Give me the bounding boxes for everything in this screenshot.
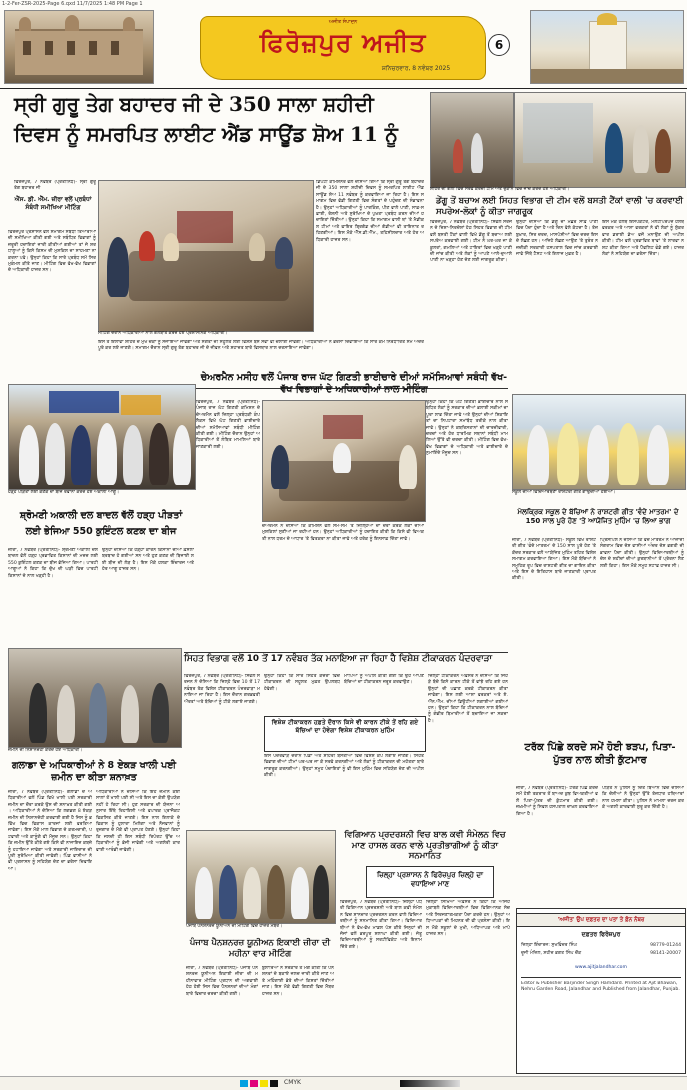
- health-body-col4: ਜ਼ਿਲ੍ਹਾ ਟੀਕਾਕਰਨ ਅਫ਼ਸਰ ਨੇ ਦੱਸਿਆ ਕਿ ਜਿਹੜੇ ਬੱਚੇ ਕਿਸੇ ਕਾਰਨ ਟੀਕੇ ਤੋਂ ਵਾਂਝੇ ਰਹਿ ਗਏ ਹਨ ਉਨ੍ਹਾਂ ਦੀ ਪਛਾਣ ਕਰਕੇ ਟੀਕਾਕਰਨ ਕੀਤਾ ਜਾਵੇਗਾ। ਇਸ ਲਈ ਆਸ਼ਾ ਵਰਕਰਾਂ ਅਤੇ ਏ.ਐੱਨ.ਐੱਮ. ਦੀਆਂ ਡਿਊਟੀਆਂ ਲਗਾਈਆਂ ਗਈਆਂ ਹਨ। ਉਨ੍ਹਾਂ ਕਿਹਾ ਕਿ ਟੀਕਾਕਰਨ ਨਾਲ ਬੱਚਿਆਂ ਨੂੰ ਗੰਭੀਰ ਬਿਮਾਰੀਆਂ ਤੋਂ ਬਚਾਇਆ ਜਾ ਸਕਦਾ ਹੈ।: [428, 674, 508, 724]
- dengue-body-col2: ਉਨ੍ਹਾਂ ਦੱਸਿਆ ਕਿ ਡੇਂਗੂ ਦਾ ਮੱਛਰ ਸਾਫ਼ ਪਾਣੀ ਵਿਚ ਪੈਦਾ ਹੁੰਦਾ ਹੈ ਅਤੇ ਦਿਨ ਵੇਲੇ ਕੱਟਦਾ ਹੈ। ਤੇਜ਼ ਬੁਖ਼ਾਰ, ਸਿਰ ਦਰਦ, ਮਾਸਪੇਸ਼ੀਆਂ ਵਿਚ ਦਰਦ ਇਸ ਦੇ ਲੱਛਣ ਹਨ। ਅਜਿਹੇ ਲੱਛਣ ਆਉਣ 'ਤੇ ਤੁਰੰਤ ਨਜ਼ਦੀਕੀ ਸਰਕਾਰੀ ਹਸਪਤਾਲ ਵਿਚ ਜਾਂਚ ਕਰਵਾਈ ਜਾਵੇ ਜਿੱਥੇ ਟੈਸਟ ਅਤੇ ਇਲਾਜ ਮੁਫ਼ਤ ਹੈ।: [516, 220, 598, 258]
- lead-body-right: ਡਿਪਟੀ ਕਮਿਸ਼ਨਰ ਵਲੋਂ ਦੱਸਿਆ ਗਿਆ ਕਿ ਸ੍ਰੀ ਗੁਰੂ ਤੇਗ ਬਹਾਦਰ ਜੀ ਦੇ 350 ਸਾਲਾ ਸ਼ਹੀਦੀ ਦਿਵਸ ਨੂੰ ਸਮਰਪਿਤ ਲਾਈਟ ਐਂਡ ਸਾਊਂਡ ਸ਼ੋਅ 11 ਨਵੰਬਰ ਨੂੰ ਕਰਵਾਇਆ ਜਾ ਰਿਹਾ ਹੈ। ਇਸ ਸਮਾਗਮ ਵਿਚ ਵੱਡੀ ਗਿਣਤੀ ਵਿਚ ਸੰਗਤਾਂ ਦੇ ਪਹੁੰਚਣ ਦੀ ਸੰਭਾਵਨਾ ਹੈ। ਉਨ੍ਹਾਂ ਅਧਿਕਾਰੀਆਂ ਨੂੰ ਪਾਰਕਿੰਗ, ਪੀਣ ਵਾਲੇ ਪਾਣੀ, ਸਾਫ਼-ਸਫ਼ਾਈ, ਰੋਸ਼ਨੀ ਅਤੇ ਸੁਰੱਖਿਆ ਦੇ ਪੁਖ਼ਤਾ ਪ੍ਰਬੰਧ ਕਰਨ ਦੀਆਂ ਹਦਾਇਤਾਂ ਦਿੱਤੀਆਂ। ਉਨ੍ਹਾਂ ਕਿਹਾ ਕਿ ਸਮਾਗਮ ਵਾਲੀ ਥਾਂ 'ਤੇ ਮੈਡੀਕਲ ਟੀਮਾਂ ਅਤੇ ਫਾਇਰ ਬ੍ਰਿਗੇਡ ਦੀਆਂ ਗੱਡੀਆਂ ਵੀ ਤਾਇਨਾਤ ਰਹਿਣਗੀਆਂ। ਇਸ ਮੌਕੇ ਐੱਸ.ਡੀ.ਐੱਮ., ਤਹਿਸੀਲਦਾਰ ਅਤੇ ਹੋਰ ਅਧਿਕਾਰੀ ਹਾਜ਼ਰ ਸਨ।: [316, 180, 424, 243]
- vaccine-box: [264, 716, 426, 752]
- health-banner-headline: ਸਿਹਤ ਵਿਭਾਗ ਵਲੋਂ 10 ਤੋਂ 17 ਨਵੰਬਰ ਤੱਕ ਮਨਾਇਆ ਜਾ ਰਿਹਾ ਹੈ ਵਿਸ਼ੇਸ਼ ਟੀਕਾਕਰਨ ਪੰਦਰਵਾੜਾ: [184, 654, 493, 664]
- akali-body-col1: ਜ਼ੀਰਾ, 7 ਨਵੰਬਰ (ਪ੍ਰਤੀਨਿਧ)- ਸ਼੍ਰੋਮਣੀ ਅਕਾਲੀ ਦਲ ਬਾਦਲ ਵੱਲੋਂ ਹੜ੍ਹ ਪ੍ਰਭਾਵਿਤ ਕਿਸਾਨਾਂ ਦੀ ਮਦਦ ਲਈ 550 ਕੁਇੰਟਲ ਕਣਕ ਦਾ ਬੀਜ ਭੇਜਿਆ ਗਿਆ। ਪਾਰਟੀ ਆਗੂਆਂ ਨੇ ਕਿਹਾ ਕਿ ਦੁੱਖ ਦੀ ਘੜੀ ਵਿਚ ਪਾਰਟੀ ਕਿਸਾਨਾਂ ਦੇ ਨਾਲ ਖੜ੍ਹੀ ਹੈ।: [8, 548, 98, 579]
- school-body-col2: ਪ੍ਰਿੰਸੀਪਲ ਨੇ ਦੱਸਿਆ ਕਿ ਵੰਦੇ ਮਾਤਰਮ ਨੇ ਆਜ਼ਾਦੀ ਸੰਗਰਾਮ ਵਿਚ ਦੇਸ਼ ਵਾਸੀਆਂ ਅੰਦਰ ਦੇਸ਼ ਭਗਤੀ ਦੀ ਭਾਵਨਾ ਪੈਦਾ ਕੀਤੀ। ਉਨ੍ਹਾਂ ਵਿਦਿਆਰਥੀਆਂ ਨੂੰ ਦੇਸ਼ ਦੇ ਸ਼ਹੀਦਾਂ ਦੀਆਂ ਕੁਰਬਾਨੀਆਂ ਤੋਂ ਪ੍ਰੇਰਨਾ ਲੈਣ ਲਈ ਕਿਹਾ। ਇਸ ਮੌਕੇ ਸਮੂਹ ਸਟਾਫ਼ ਹਾਜ਼ਰ ਸੀ।: [600, 538, 684, 569]
- footer-ad-band: 'ਅਜੀਤ' ਉਪ ਦਫ਼ਤਰ ਦਾ ਪਤਾ ਤੇ ਫ਼ੋਨ ਨੰਬਰ: [517, 913, 685, 927]
- lead-side-headline: ਐੱਸ. ਡੀ. ਐੱਮ. ਜ਼ੀਰਾ ਵਲੋਂ ਪ੍ਰਬੰਧਾਂ ਸੰਬੰਧੀ ਸਮੀਖਿਆ ਮੀਟਿੰਗ: [14, 196, 92, 211]
- truck-headline: ਟਰੱਕ ਪਿੱਛੇ ਕਰਦੇ ਸਮੇਂ ਹੋਈ ਝੜਪ, ਪਿਤਾ-ਪੁੱਤਰ ਨਾਲ ਕੀਤੀ ਕੁੱਟਮਾਰ: [524, 742, 676, 766]
- school-caption: ਸਕੂਲ ਦੀਆਂ ਵਿਦਿਆਰਥਣਾਂ ਰਾਸ਼ਟਰੀ ਗੀਤ ਗਾਉਂਦੀਆਂ ਹੋਈਆਂ।: [512, 490, 616, 495]
- dengue-caption: ਸ਼ਹਿਰ ਦੀ ਗਲੀ ਵਿਚ ਸਰਵੇ ਕਰਦੀ ਟੀਮ ਅਤੇ ਦੁਕਾਨ ਵਿਚ ਜਾਂਚ ਕਰਦੇ ਹੋਏ ਅਧਿਕਾਰੀ।: [430, 187, 570, 192]
- masthead-banner: [200, 16, 486, 80]
- chairman-headline: ਚੇਅਰਮੈਨ ਮਸੀਹ ਵਲੋਂ ਪੰਜਾਬ ਰਾਜ ਘੱਟ ਗਿਣਤੀ ਭਾਈਚਾਰੇ ਦੀਆਂ ਸਮੱਸਿਆਵਾਂ ਸਬੰਧੀ ਵੱਖ-ਵੱਖ ਵਿਭਾਗਾਂ ਦੇ ਅਧਿਕਾਰੀਆਂ ਨਾਲ ਮੀਟਿੰਗ: [200, 372, 508, 395]
- dengue-body-col3: ਇਸ ਮੌਕੇ ਹੈਲਥ ਇੰਸਪੈਕਟਰ, ਮਲਟੀਪਰਪਜ਼ ਹੈਲਥ ਵਰਕਰ ਅਤੇ ਆਸ਼ਾ ਵਰਕਰਾਂ ਨੇ ਵੀ ਲੋਕਾਂ ਨੂੰ ਸ਼ੁੱਕਰਵਾਰ ਡਰਾਈ ਡੇਅ ਵਜੋਂ ਮਨਾਉਣ ਦੀ ਅਪੀਲ ਕੀਤੀ। ਟੀਮ ਵਲੋਂ ਪ੍ਰਭਾਵਿਤ ਥਾਵਾਂ 'ਤੇ ਲਾਰਵਾ ਨਸ਼ਟ ਕੀਤਾ ਗਿਆ ਅਤੇ ਪੈਂਫਲਿਟ ਵੰਡੇ ਗਏ। ਹਾਜ਼ਰ ਲੋਕਾਂ ਨੇ ਸਹਿਯੋਗ ਦਾ ਭਰੋਸਾ ਦਿੱਤਾ।: [602, 220, 684, 258]
- masthead-photo-right: [530, 10, 684, 84]
- lead-headline-line2: ਦਿਵਸ ਨੂੰ ਸਮਰਪਿਤ ਲਾਈਟ ਐਂਡ ਸਾਊਂਡ ਸ਼ੋਅ 11 ਨੂੰ: [14, 122, 398, 146]
- lead-side-intro: ਫਿਰੋਜ਼ਪੁਰ, 7 ਨਵੰਬਰ (ਪ੍ਰਤੀਨਿਧ)- ਸ੍ਰੀ ਗੁਰੂ ਤੇਗ ਬਹਾਦਰ ਜੀ: [14, 180, 96, 192]
- footer-contact-line2: ਦੂਜੀ ਮੰਜ਼ਿਲ, ਸ਼ਹੀਦ ਭਗਤ ਸਿੰਘ ਚੌਂਕ: [521, 951, 582, 956]
- school-photo: [512, 394, 686, 490]
- students-body-col2: ਜ਼ਿਲ੍ਹਾ ਸਿੱਖਿਆ ਅਫ਼ਸਰ ਨੇ ਕਿਹਾ ਕਿ ਅਜਿਹੇ ਮੁਕਾਬਲੇ ਵਿਦਿਆਰਥੀਆਂ ਵਿਚ ਵਿਗਿਆਨਕ ਸੋਚ ਅਤੇ ਸਿਰਜਣਾਤਮਕਤਾ ਪੈਦਾ ਕਰਦੇ ਹਨ। ਉਨ੍ਹਾਂ ਅਧਿਆਪਕਾਂ ਦੀ ਮਿਹਨਤ ਦੀ ਵੀ ਪ੍ਰਸ਼ੰਸਾ ਕੀਤੀ। ਇਸ ਮੌਕੇ ਸਕੂਲਾਂ ਦੇ ਮੁਖੀ, ਅਧਿਆਪਕ ਅਤੇ ਮਾਪੇ ਹਾਜ਼ਰ ਸਨ।: [426, 900, 510, 938]
- cyan-swatch: [240, 1080, 248, 1087]
- akali-headline-line2: ਲਈ ਭੇਜਿਆ 550 ਕੁਇੰਟਲ ਕਣਕ ਦਾ ਬੀਜ: [25, 526, 177, 537]
- akali-photo: [8, 384, 196, 490]
- truck-body-col2: ਪੀੜਤ ਨੇ ਪੁਲਿਸ ਨੂੰ ਦਿੱਤੇ ਬਿਆਨ ਵਿਚ ਦੱਸਿਆ ਕਿ ਦੋਸ਼ੀਆਂ ਨੇ ਉਨ੍ਹਾਂ ਉੱਤੇ ਤੇਜ਼ਧਾਰ ਹਥਿਆਰਾਂ ਨਾਲ ਹਮਲਾ ਕੀਤਾ। ਪੁਲਿਸ ਨੇ ਮਾਮਲਾ ਦਰਜ ਕਰਕੇ ਅਗਲੀ ਕਾਰਵਾਈ ਸ਼ੁਰੂ ਕਰ ਦਿੱਤੀ ਹੈ।: [602, 786, 684, 811]
- footer-phone2: 98141-20007: [650, 951, 681, 956]
- cmyk-label: CMYK: [284, 1079, 301, 1086]
- masthead-date: ਸ਼ਨਿਚਰਵਾਰ, 8 ਨਵੰਬਰ 2025: [381, 65, 451, 72]
- chairman-body-col2: ਚੇਅਰਮੈਨ ਨੇ ਦੱਸਿਆ ਕਿ ਕਮਿਸ਼ਨ ਵਲੋਂ ਸਮੇਂ-ਸਮੇਂ 'ਤੇ ਜ਼ਿਲ੍ਹਿਆਂ ਦਾ ਦੌਰਾ ਕਰਕੇ ਲੋਕਾਂ ਦੀਆਂ ਮੁਸ਼ਕਿਲਾਂ ਸੁਣੀਆਂ ਜਾ ਰਹੀਆਂ ਹਨ। ਉਨ੍ਹਾਂ ਅਧਿਕਾਰੀਆਂ ਨੂੰ ਹਦਾਇਤ ਕੀਤੀ ਕਿ ਕਿਸੇ ਵੀ ਵਿਅਕਤੀ ਨਾਲ ਧਰਮ ਦੇ ਆਧਾਰ 'ਤੇ ਵਿਤਕਰਾ ਨਾ ਕੀਤਾ ਜਾਵੇ ਅਤੇ ਹਰੇਕ ਨੂੰ ਇਨਸਾਫ਼ ਦਿੱਤਾ ਜਾਵੇ।: [262, 524, 424, 542]
- students-headline: ਵਿਗਿਆਨ ਪ੍ਰਦਰਸ਼ਨੀ ਵਿਚ ਬਾਲ ਕਵੀ ਸੰਮੇਲਨ ਵਿਚ ਮਾਣ ਹਾਸਲ ਕਰਨ ਵਾਲੇ ਪ੍ਰਤੀਭਾਗੀਆਂ ਨੂੰ ਕੀਤਾ ਸਨਮਾਨਿਤ: [344, 830, 506, 862]
- lead-side-body: ਫਿਰੋਜ਼ਪੁਰ ਪ੍ਰਸ਼ਾਸਨ ਵਲੋਂ ਸਮਾਗਮ ਸਬੰਧੀ ਤਿਆਰੀਆਂ ਦੀ ਸਮੀਖਿਆ ਕੀਤੀ ਗਈ ਅਤੇ ਸਬੰਧਿਤ ਵਿਭਾਗਾਂ ਨੂੰ ਜ਼ਰੂਰੀ ਹਦਾਇਤਾਂ ਜਾਰੀ ਕੀਤੀਆਂ ਗਈਆਂ ਤਾਂ ਜੋ ਸ਼ਰਧਾਲੂਆਂ ਨੂੰ ਕਿਸੇ ਕਿਸਮ ਦੀ ਮੁਸ਼ਕਿਲ ਦਾ ਸਾਹਮਣਾ ਨਾ ਕਰਨਾ ਪਵੇ। ਉਨ੍ਹਾਂ ਕਿਹਾ ਕਿ ਸਾਰੇ ਪ੍ਰਬੰਧ ਸਮੇਂ ਸਿਰ ਮੁਕੰਮਲ ਕੀਤੇ ਜਾਣ। ਮੀਟਿੰਗ ਵਿਚ ਵੱਖ-ਵੱਖ ਵਿਭਾਗਾਂ ਦੇ ਅਧਿਕਾਰੀ ਹਾਜ਼ਰ ਸਨ।: [8, 230, 96, 274]
- lead-photo-meeting: [98, 180, 314, 332]
- lead-photo-caption: ਮੀਟਿੰਗ ਦੌਰਾਨ ਅਧਿਕਾਰੀਆਂ ਨਾਲ ਗੱਲਬਾਤ ਕਰਦੇ ਹੋਏ ਪ੍ਰਸ਼ਾਸਨਿਕ ਅਧਿਕਾਰੀ।: [98, 331, 228, 336]
- land-photo: [8, 648, 182, 748]
- students-body-col1: ਫਿਰੋਜ਼ਪੁਰ, 7 ਨਵੰਬਰ (ਪ੍ਰਤੀਨਿਧ)- ਜ਼ਿਲ੍ਹਾ ਪੱਧਰੀ ਵਿਗਿਆਨ ਪ੍ਰਦਰਸ਼ਨੀ ਅਤੇ ਬਾਲ ਕਵੀ ਸੰਮੇਲਨ ਵਿਚ ਸ਼ਾਨਦਾਰ ਪ੍ਰਦਰਸ਼ਨ ਕਰਨ ਵਾਲੇ ਵਿਦਿਆਰਥੀਆਂ ਨੂੰ ਸਨਮਾਨਿਤ ਕੀਤਾ ਗਿਆ। ਵਿਦਿਆਰਥੀਆਂ ਨੇ ਵੱਖ-ਵੱਖ ਮਾਡਲ ਪੇਸ਼ ਕੀਤੇ ਜਿਨ੍ਹਾਂ ਦੀ ਜੱਜਾਂ ਵਲੋਂ ਭਰਪੂਰ ਸ਼ਲਾਘਾ ਕੀਤੀ ਗਈ। ਜੇਤੂ ਵਿਦਿਆਰਥੀਆਂ ਨੂੰ ਸਰਟੀਫਿਕੇਟ ਅਤੇ ਇਨਾਮ ਦਿੱਤੇ ਗਏ।: [340, 900, 422, 950]
- page-number: 6: [488, 34, 510, 56]
- gray-ramp: [400, 1080, 460, 1087]
- school-body-col1: ਜ਼ੀਰਾ, 7 ਨਵੰਬਰ (ਪ੍ਰਤੀਨਿਧ)- ਸਕੂਲ ਵਿਖੇ ਰਾਸ਼ਟਰੀ ਗੀਤ 'ਵੰਦੇ ਮਾਤਰਮ' ਦੇ 150 ਸਾਲ ਪੂਰੇ ਹੋਣ 'ਤੇ ਕੇਂਦਰ ਸਰਕਾਰ ਵਲੋਂ ਆਯੋਜਿਤ ਮੁਹਿੰਮ ਤਹਿਤ ਵਿਸ਼ੇਸ਼ ਸਮਾਗਮ ਕਰਵਾਇਆ ਗਿਆ। ਇਸ ਮੌਕੇ ਬੱਚਿਆਂ ਨੇ ਸਮੂਹਿਕ ਰੂਪ ਵਿਚ ਰਾਸ਼ਟਰੀ ਗੀਤ ਦਾ ਗਾਇਨ ਕੀਤਾ ਅਤੇ ਇਸ ਦੇ ਇਤਿਹਾਸ ਬਾਰੇ ਜਾਣਕਾਰੀ ਪ੍ਰਾਪਤ ਕੀਤੀ।: [512, 538, 596, 582]
- health-body-col1: ਫਿਰੋਜ਼ਪੁਰ, 7 ਨਵੰਬਰ (ਪ੍ਰਤੀਨਿਧ)- ਸਿਵਲ ਸਰਜਨ ਨੇ ਦੱਸਿਆ ਕਿ ਜ਼ਿਲ੍ਹੇ ਵਿਚ 10 ਤੋਂ 17 ਨਵੰਬਰ ਤੱਕ ਵਿਸ਼ੇਸ਼ ਟੀਕਾਕਰਨ ਪੰਦਰਵਾੜਾ ਮਨਾਇਆ ਜਾ ਰਿਹਾ ਹੈ। ਇਸ ਦੌਰਾਨ ਗਰਭਵਤੀ ਔਰਤਾਂ ਅਤੇ ਬੱਚਿਆਂ ਨੂੰ ਟੀਕੇ ਲਗਾਏ ਜਾਣਗੇ।: [184, 674, 260, 705]
- lead-headline-line1: ਸ੍ਰੀ ਗੁਰੂ ਤੇਗ ਬਹਾਦਰ ਜੀ ਦੇ 350 ਸਾਲਾ ਸ਼ਹੀਦੀ: [14, 92, 374, 116]
- dengue-headline: ਡੇਂਗੂ ਤੋਂ ਬਚਾਅ ਲਈ ਸਿਹਤ ਵਿਭਾਗ ਦੀ ਟੀਮ ਵਲੋਂ ਬਸਤੀ ਟੈਂਕਾਂ ਵਾਲੀ 'ਚ ਕਰਵਾਈ ਸਪਰੇਅ-ਲੋਕਾਂ ਨੂੰ ਕੀਤਾ ਜਾਗਰੂਕ: [436, 196, 683, 217]
- project-box: [366, 866, 494, 898]
- land-body-col2: ਅਧਿਕਾਰੀਆਂ ਨੇ ਦੱਸਿਆ ਕਿ ਇਹ ਜ਼ਮੀਨ ਕਈ ਸਾਲਾਂ ਤੋਂ ਖਾਲੀ ਪਈ ਸੀ ਅਤੇ ਇਸ ਦਾ ਕੋਈ ਉਪਯੋਗ ਨਹੀਂ ਹੋ ਰਿਹਾ ਸੀ। ਹੁਣ ਸਰਕਾਰ ਦੀ ਯੋਜਨਾ ਅਨੁਸਾਰ ਇੱਥੇ ਰਿਹਾਇਸ਼ੀ ਅਤੇ ਵਪਾਰਕ ਪ੍ਰਾਜੈਕਟ ਵਿਕਸਿਤ ਕੀਤੇ ਜਾਣਗੇ। ਇਸ ਨਾਲ ਇਲਾਕੇ ਦੇ ਵਿਕਾਸ ਨੂੰ ਹੁਲਾਰਾ ਮਿਲੇਗਾ ਅਤੇ ਨੌਜਵਾਨਾਂ ਨੂੰ ਰੁਜ਼ਗਾਰ ਦੇ ਮੌਕੇ ਵੀ ਪ੍ਰਾਪਤ ਹੋਣਗੇ। ਉਨ੍ਹਾਂ ਕਿਹਾ ਕਿ ਜਲਦੀ ਹੀ ਇਸ ਸਬੰਧੀ ਰਿਪੋਰਟ ਉੱਚ ਅਧਿਕਾਰੀਆਂ ਨੂੰ ਭੇਜੀ ਜਾਵੇਗੀ ਅਤੇ ਅਗਲੇਰੀ ਕਾਰਵਾਈ ਆਰੰਭੀ ਜਾਵੇਗੀ।: [96, 790, 180, 853]
- footer-imprint: Editor & Publisher Barjinder Singh Hamdard. Printed at Ajit Bhawan, Nehru Garden Road, Jalandhar and Published from Jalandhar, Punjab.: [521, 981, 680, 992]
- divider-health: [184, 652, 508, 653]
- land-body-col1: ਜ਼ੀਰਾ, 7 ਨਵੰਬਰ (ਪ੍ਰਤੀਨਿਧ)- ਗਲਾਡਾ ਦੇ ਅਧਿਕਾਰੀਆਂ ਵਲੋਂ ਪਿੰਡ ਵਿਖੇ ਖਾਲੀ ਪਈ ਸਰਕਾਰੀ ਜ਼ਮੀਨ ਦਾ ਦੌਰਾ ਕਰਕੇ ਉਸ ਦੀ ਸ਼ਨਾਖ਼ਤ ਕੀਤੀ ਗਈ। ਅਧਿਕਾਰੀਆਂ ਨੇ ਦੱਸਿਆ ਕਿ ਲਗਭਗ 8 ਏਕੜ ਜ਼ਮੀਨ ਦੀ ਨਿਸ਼ਾਨਦੇਹੀ ਕਰਵਾਈ ਗਈ ਹੈ ਜਿਸ ਨੂੰ ਭਵਿੱਖ ਵਿਚ ਵਿਕਾਸ ਕਾਰਜਾਂ ਲਈ ਵਰਤਿਆ ਜਾਵੇਗਾ। ਇਸ ਮੌਕੇ ਮਾਲ ਵਿਭਾਗ ਦੇ ਕਰਮਚਾਰੀ, ਪਟਵਾਰੀ ਅਤੇ ਕਾਨੂੰਗੋ ਵੀ ਮੌਜੂਦ ਸਨ। ਉਨ੍ਹਾਂ ਕਿਹਾ ਕਿ ਜ਼ਮੀਨ ਉੱਤੇ ਕੀਤੇ ਗਏ ਕਿਸੇ ਵੀ ਨਾਜਾਇਜ਼ ਕਬਜ਼ੇ ਨੂੰ ਹਟਾਇਆ ਜਾਵੇਗਾ ਅਤੇ ਸਰਕਾਰੀ ਜਾਇਦਾਦ ਦੀ ਪੂਰੀ ਸੁਰੱਖਿਆ ਕੀਤੀ ਜਾਵੇਗੀ। ਪਿੰਡ ਵਾਸੀਆਂ ਨੇ ਵੀ ਪ੍ਰਸ਼ਾਸਨ ਨੂੰ ਸਹਿਯੋਗ ਦੇਣ ਦਾ ਭਰੋਸਾ ਦਿਵਾਇਆ।: [8, 790, 92, 872]
- dengue-photo-shop: [514, 92, 686, 188]
- pensioners-headline: ਪੰਜਾਬ ਪੈਨਸ਼ਨਰਜ਼ ਯੂਨੀਅਨ ਇਕਾਈ ਜ਼ੀਰਾ ਦੀ ਮਹੀਨਾ ਵਾਰ ਮੀਟਿੰਗ: [189, 938, 331, 959]
- pensioners-caption: ਪੰਜਾਬ ਪੈਨਸ਼ਨਰਜ਼ ਯੂਨੀਅਨ ਦੀ ਮੀਟਿੰਗ ਵਿਚ ਹਾਜ਼ਰ ਮੈਂਬਰ।: [186, 924, 283, 929]
- chairman-body-col3: ਉਨ੍ਹਾਂ ਕਿਹਾ ਕਿ ਘੱਟ ਗਿਣਤੀ ਭਾਈਚਾਰੇ ਨਾਲ ਸਬੰਧਿਤ ਲੋਕਾਂ ਨੂੰ ਸਰਕਾਰ ਦੀਆਂ ਭਲਾਈ ਸਕੀਮਾਂ ਦਾ ਪੂਰਾ ਲਾਭ ਦਿੱਤਾ ਜਾਵੇ ਅਤੇ ਉਨ੍ਹਾਂ ਦੀਆਂ ਸ਼ਿਕਾਇਤਾਂ ਦਾ ਨਿਪਟਾਰਾ ਸਮਾਂਬੱਧ ਤਰੀਕੇ ਨਾਲ ਕੀਤਾ ਜਾਵੇ। ਉਨ੍ਹਾਂ ਨੇ ਕਬਰਿਸਤਾਨਾਂ ਦੀ ਚਾਰਦੀਵਾਰੀ, ਚਰਚਾਂ ਅਤੇ ਹੋਰ ਧਾਰਮਿਕ ਸਥਾਨਾਂ ਸਬੰਧੀ ਮਾਮਲਿਆਂ ਉੱਤੇ ਵੀ ਚਰਚਾ ਕੀਤੀ। ਮੀਟਿੰਗ ਵਿਚ ਵੱਖ-ਵੱਖ ਵਿਭਾਗਾਂ ਦੇ ਅਧਿਕਾਰੀ ਅਤੇ ਭਾਈਚਾਰੇ ਦੇ ਨੁਮਾਇੰਦੇ ਮੌਜੂਦ ਸਨ।: [426, 400, 508, 457]
- land-caption: ਜ਼ਮੀਨ ਦੀ ਨਿਸ਼ਾਨਦੇਹੀ ਕਰਦੇ ਹੋਏ ਅਧਿਕਾਰੀ।: [8, 748, 83, 753]
- pensioners-body-col2: ਬੁਲਾਰਿਆਂ ਨੇ ਸਰਕਾਰ ਤੋਂ ਮੰਗ ਕੀਤੀ ਕਿ ਪੈਨਸ਼ਨਰਾਂ ਦੇ ਬਕਾਏ ਜਲਦ ਜਾਰੀ ਕੀਤੇ ਜਾਣ ਅਤੇ ਮਹਿੰਗਾਈ ਭੱਤੇ ਦੀਆਂ ਕਿਸ਼ਤਾਂ ਦਿੱਤੀਆਂ ਜਾਣ। ਇਸ ਮੌਕੇ ਵੱਡੀ ਗਿਣਤੀ ਵਿਚ ਮੈਂਬਰ ਹਾਜ਼ਰ ਸਨ।: [262, 966, 334, 997]
- masthead: [0, 8, 687, 89]
- magenta-swatch: [250, 1080, 258, 1087]
- footer-contact-line1: ਜ਼ਿਲ੍ਹਾ ਇੰਚਾਰਜ: ਸੁਖਵਿੰਦਰ ਸਿੰਘ: [521, 943, 578, 948]
- footer-office-label: ਦਫ਼ਤਰ ਫਿਰੋਜ਼ਪੁਰ: [581, 931, 621, 938]
- health-body-col3: ਮਾਪਿਆਂ ਨੂੰ ਅਪੀਲ ਕੀਤੀ ਗਈ ਕਿ ਉਹ ਆਪਣੇ ਬੱਚਿਆਂ ਦਾ ਟੀਕਾਕਰਨ ਜ਼ਰੂਰ ਕਰਵਾਉਣ।: [344, 674, 424, 686]
- akali-body-col2: ਉਨ੍ਹਾਂ ਦੱਸਿਆ ਕਿ ਹੜ੍ਹਾਂ ਕਾਰਨ ਕਿਸਾਨਾਂ ਦੀਆਂ ਫ਼ਸਲਾਂ ਬਰਬਾਦ ਹੋ ਗਈਆਂ ਸਨ ਅਤੇ ਹੁਣ ਕਣਕ ਦੀ ਬਿਜਾਈ ਲਈ ਬੀਜ ਦੀ ਲੋੜ ਹੈ। ਇਸ ਮੌਕੇ ਹਲਕਾ ਇੰਚਾਰਜ ਅਤੇ ਹੋਰ ਆਗੂ ਹਾਜ਼ਰ ਸਨ।: [102, 548, 194, 573]
- footer-office-box: [516, 908, 686, 1074]
- truck-body-col1: ਜ਼ੀਰਾ, 7 ਨਵੰਬਰ (ਪ੍ਰਤੀਨਿਧ)- ਟਰੱਕ ਪਿੱਛੇ ਕਰਦੇ ਸਮੇਂ ਹੋਈ ਤਕਰਾਰ ਤੋਂ ਬਾਅਦ ਕੁਝ ਵਿਅਕਤੀਆਂ ਵਲੋਂ ਪਿਤਾ-ਪੁੱਤਰ ਦੀ ਕੁੱਟਮਾਰ ਕੀਤੀ ਗਈ। ਜ਼ਖ਼ਮੀਆਂ ਨੂੰ ਸਿਵਲ ਹਸਪਤਾਲ ਦਾਖ਼ਲ ਕਰਵਾਇਆ ਗਿਆ ਹੈ।: [516, 786, 598, 817]
- footer-phone1: 98779-01244: [650, 943, 681, 948]
- akali-caption: ਹੜ੍ਹ ਪੀੜਤਾਂ ਲਈ ਕਣਕ ਦਾ ਬੀਜ ਰਵਾਨਾ ਕਰਦੇ ਹੋਏ ਅਕਾਲੀ ਆਗੂ।: [8, 490, 120, 495]
- chairman-body-col1: ਫਿਰੋਜ਼ਪੁਰ, 7 ਨਵੰਬਰ (ਪ੍ਰਤੀਨਿਧ)- ਪੰਜਾਬ ਰਾਜ ਘੱਟ ਗਿਣਤੀ ਕਮਿਸ਼ਨ ਦੇ ਚੇਅਰਮੈਨ ਵਲੋਂ ਜ਼ਿਲ੍ਹਾ ਪ੍ਰਬੰਧਕੀ ਕੰਪਲੈਕਸ ਵਿਖੇ ਘੱਟ ਗਿਣਤੀ ਭਾਈਚਾਰੇ ਦੀਆਂ ਸਮੱਸਿਆਵਾਂ ਸਬੰਧੀ ਮੀਟਿੰਗ ਕੀਤੀ ਗਈ। ਮੀਟਿੰਗ ਦੌਰਾਨ ਉਨ੍ਹਾਂ ਅਧਿਕਾਰੀਆਂ ਤੋਂ ਲੰਬਿਤ ਮਾਮਲਿਆਂ ਬਾਰੇ ਜਾਣਕਾਰੀ ਲਈ।: [196, 400, 260, 450]
- health-body-col2: ਉਨ੍ਹਾਂ ਕਿਹਾ ਕਿ ਸਾਰੇ ਸਿਹਤ ਕੇਂਦਰਾਂ ਵਿਚ ਟੀਕਾਕਰਨ ਦੀ ਸਹੂਲਤ ਮੁਫ਼ਤ ਉਪਲਬਧ ਹੋਵੇਗੀ।: [264, 674, 340, 692]
- black-swatch: [270, 1080, 278, 1087]
- health-body-bottom: ਇਸ ਪੰਦਰਵਾੜੇ ਦੌਰਾਨ ਪਿੰਡਾਂ ਅਤੇ ਸ਼ਹਿਰੀ ਬਸਤੀਆਂ ਵਿਚ ਵਿਸ਼ੇਸ਼ ਕੈਂਪ ਲਗਾਏ ਜਾਣਗੇ। ਸਿਹਤ ਵਿਭਾਗ ਦੀਆਂ ਟੀਮਾਂ ਘਰ-ਘਰ ਜਾ ਕੇ ਸਰਵੇ ਕਰਨਗੀਆਂ ਅਤੇ ਲੋਕਾਂ ਨੂੰ ਟੀਕਾਕਰਨ ਦੀ ਮਹੱਤਤਾ ਬਾਰੇ ਜਾਗਰੂਕ ਕਰਨਗੀਆਂ। ਉਨ੍ਹਾਂ ਸਮੂਹ ਪੰਚਾਇਤਾਂ ਨੂੰ ਵੀ ਇਸ ਮੁਹਿੰਮ ਵਿਚ ਸਹਿਯੋਗ ਦੇਣ ਦੀ ਅਪੀਲ ਕੀਤੀ।: [264, 754, 424, 779]
- yellow-swatch: [260, 1080, 268, 1087]
- pensioners-photo: [186, 830, 336, 924]
- masthead-photo-left: [4, 10, 154, 84]
- bottom-strip: [0, 1076, 687, 1090]
- lead-body-bottom: ਇਸ ਤੋਂ ਇਲਾਵਾ ਸ਼ਹਿਰ ਦੇ ਮੁੱਖ ਚੌਂਕਾਂ ਨੂੰ ਸਜਾਇਆ ਜਾਵੇਗਾ ਅਤੇ ਸੰਗਤਾਂ ਦੀ ਸਹੂਲਤ ਲਈ ਵਿਸ਼ੇਸ਼ ਬੱਸ ਸੇਵਾ ਵੀ ਚਲਾਈ ਜਾਵੇਗੀ। ਅਧਿਕਾਰੀਆਂ ਨੇ ਭਰੋਸਾ ਦਿਵਾਇਆ ਕਿ ਸਾਰੇ ਕੰਮ ਨਿਰਧਾਰਿਤ ਸਮੇਂ ਅੰਦਰ ਪੂਰੇ ਕਰ ਲਏ ਜਾਣਗੇ। ਸਮਾਗਮ ਦੌਰਾਨ ਸ੍ਰੀ ਗੁਰੂ ਤੇਗ ਬਹਾਦਰ ਜੀ ਦੇ ਜੀਵਨ ਅਤੇ ਸ਼ਹਾਦਤ ਬਾਰੇ ਵਿਸਥਾਰ ਨਾਲ ਦਰਸਾਇਆ ਜਾਵੇਗਾ।: [98, 340, 424, 352]
- dengue-photo-street: [430, 92, 514, 188]
- footer-divider: [521, 977, 681, 978]
- masthead-over-title: ਅਜੀਤ ਸੰਪਾਦਨ: [328, 19, 358, 25]
- print-meta-line: 1-2-Fer-ZSR-2025-Page 6.qxd 11/7/2025 1:48 PM Page 1: [2, 1, 143, 7]
- school-headline: ਮੇਲਕ੍ਰਿਕ ਸਕੂਲ ਦੇ ਬੱਚਿਆਂ ਨੇ ਰਾਸ਼ਟਰੀ ਗੀਤ 'ਵੰਦੇ ਮਾਤਰਮ' ਦੇ 150 ਸਾਲ ਪੂਰੇ ਹੋਣ 'ਤੇ ਆਯੋਜਿਤ ਮੁਹਿੰਮ 'ਚ ਲਿਆ ਭਾਗ: [517, 508, 679, 525]
- pensioners-body-col1: ਜ਼ੀਰਾ, 7 ਨਵੰਬਰ (ਪ੍ਰਤੀਨਿਧ)- ਪੰਜਾਬ ਪੈਨਸ਼ਨਰਜ਼ ਯੂਨੀਅਨ ਇਕਾਈ ਜ਼ੀਰਾ ਦੀ ਮਹੀਨਾਵਾਰ ਮੀਟਿੰਗ ਪ੍ਰਧਾਨ ਦੀ ਅਗਵਾਈ ਹੇਠ ਹੋਈ ਜਿਸ ਵਿਚ ਪੈਨਸ਼ਨਰਾਂ ਦੀਆਂ ਮੰਗਾਂ ਬਾਰੇ ਵਿਚਾਰ ਚਰਚਾ ਕੀਤੀ ਗਈ।: [186, 966, 258, 997]
- akali-headline-line1: ਸ਼੍ਰੋਮਣੀ ਅਕਾਲੀ ਦਲ ਬਾਦਲ ਵੱਲੋਂ ਹੜ੍ਹ ਪੀੜਤਾਂ: [19, 510, 183, 521]
- project-box-headline: ਜ਼ਿਲ੍ਹਾ ਪ੍ਰਸ਼ਾਸਨ ਨੇ ਫਿਰੋਜ਼ਪੁਰ ਜ਼ਿਲ੍ਹੇ ਦਾ ਵਧਾਇਆ ਮਾਣ: [376, 871, 484, 888]
- dengue-body-col1: ਫਿਰੋਜ਼ਪੁਰ, 7 ਨਵੰਬਰ (ਪ੍ਰਤੀਨਿਧ)- ਸਿਵਲ ਸਰਜਨ ਦੇ ਦਿਸ਼ਾ-ਨਿਰਦੇਸ਼ਾਂ ਹੇਠ ਸਿਹਤ ਵਿਭਾਗ ਦੀ ਟੀਮ ਵਲੋਂ ਬਸਤੀ ਟੈਂਕਾਂ ਵਾਲੀ ਵਿਖੇ ਡੇਂਗੂ ਤੋਂ ਬਚਾਅ ਲਈ ਸਪਰੇਅ ਕਰਵਾਈ ਗਈ। ਟੀਮ ਨੇ ਘਰ-ਘਰ ਜਾ ਕੇ ਕੂਲਰਾਂ, ਗਮਲਿਆਂ ਅਤੇ ਟਾਇਰਾਂ ਵਿਚ ਖੜ੍ਹੇ ਪਾਣੀ ਦੀ ਜਾਂਚ ਕੀਤੀ ਅਤੇ ਲੋਕਾਂ ਨੂੰ ਆਪਣੇ ਆਲੇ-ਦੁਆਲੇ ਪਾਣੀ ਨਾ ਖੜ੍ਹਾ ਹੋਣ ਦੇਣ ਲਈ ਜਾਗਰੂਕ ਕੀਤਾ।: [430, 220, 512, 264]
- masthead-title: ਫਿਰੋਜ਼ਪੁਰ ਅਜੀਤ: [259, 28, 427, 57]
- chairman-photo: [262, 400, 426, 522]
- footer-website[interactable]: www.ajitjalandhar.com: [575, 965, 627, 970]
- vaccine-box-headline: ਵਿਸ਼ੇਸ਼ ਟੀਕਾਕਰਨ ਹਫ਼ਤੇ ਦੌਰਾਨ ਕਿਸੇ ਵੀ ਕਾਰਨ ਟੀਕੇ ਤੋਂ ਰਹਿ ਗਏ ਬੱਚਿਆਂ ਦਾ ਹੋਵੇਗਾ ਵਿਸ਼ੇਸ਼ ਟੀਕਾਕਰਨ ਮੁਹਿੰਮ: [271, 719, 419, 734]
- land-headline: ਗਲਾਡਾ ਦੇ ਅਧਿਕਾਰੀਆਂ ਨੇ 8 ਏਕੜ ਖਾਲੀ ਪਈ ਜ਼ਮੀਨ ਦਾ ਕੀਤਾ ਸ਼ਨਾਖ਼ਤ: [11, 760, 177, 783]
